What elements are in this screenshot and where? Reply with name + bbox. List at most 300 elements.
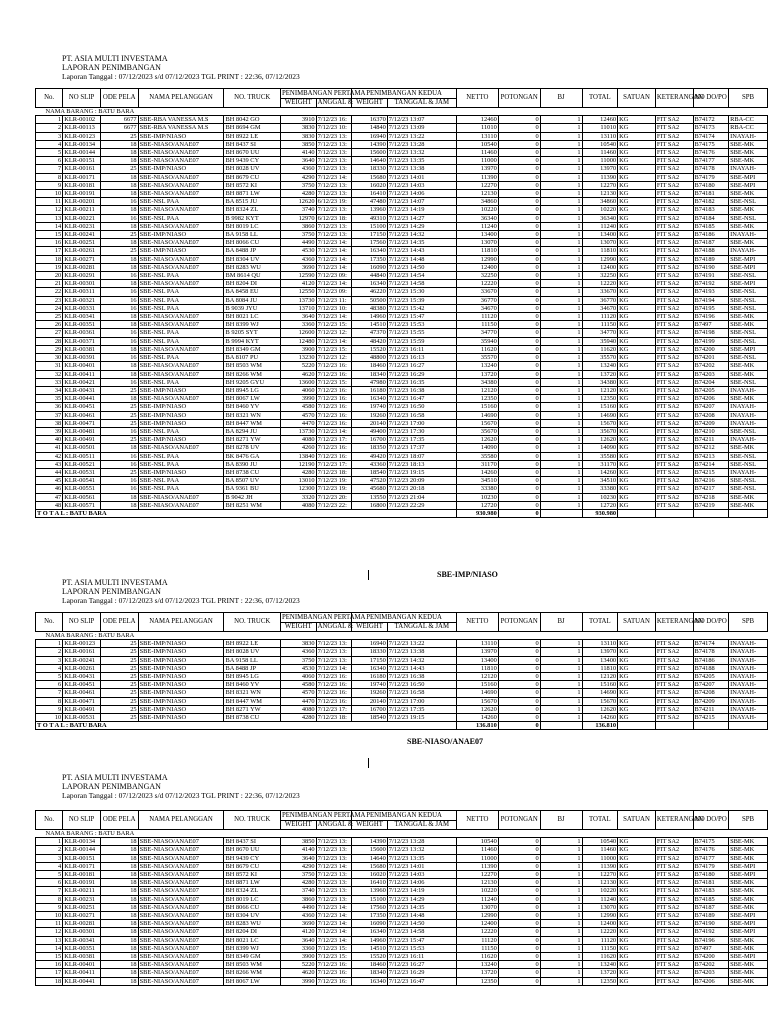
- no-do-po: B74178: [693, 165, 729, 173]
- table-row: [36, 370, 768, 378]
- spb: SBE-MK: [729, 321, 768, 329]
- customer-name: SBE-NSL PAA: [138, 198, 224, 206]
- weight-1: 4530: [281, 664, 317, 672]
- table-header: [36, 613, 768, 632]
- spb: SBE-MPI: [729, 345, 768, 353]
- weight-2: 46220: [352, 288, 388, 296]
- row-no: 35: [36, 395, 63, 403]
- weight-1: 5220: [281, 362, 317, 370]
- row-no: 44: [36, 468, 63, 476]
- satuan: KG: [618, 681, 656, 689]
- weight-1: 3750: [281, 656, 317, 664]
- slip-no: KLR-00261: [63, 664, 101, 672]
- date-1: 7/12/23 15:: [316, 345, 352, 353]
- slip-no: KLR-00181: [63, 871, 101, 879]
- table-row: [36, 354, 768, 362]
- weight-2: 18540: [352, 468, 388, 476]
- col-header-truck: NO. TRUCK: [224, 89, 281, 108]
- date-2: 7/12/23 14:01: [387, 862, 456, 870]
- satuan: KG: [618, 452, 656, 460]
- potongan: 0: [498, 912, 540, 920]
- col-header-date-2: TANGGAL & JAM: [387, 622, 456, 632]
- weight-1: 3750: [281, 871, 317, 879]
- keterangan: FIT SA2: [655, 460, 693, 468]
- slip-no: KLR-00123: [63, 132, 101, 140]
- date-2: 7/12/23 17:37: [387, 444, 456, 452]
- date-2: 7/12/23 15:30: [387, 288, 456, 296]
- table-row: [36, 337, 768, 345]
- slip-no: KLR-00441: [63, 977, 101, 985]
- satuan: KG: [618, 887, 656, 895]
- table-row: [36, 912, 768, 920]
- bj: 1: [540, 452, 582, 460]
- col-header-no: No.: [36, 89, 63, 108]
- potongan: 0: [498, 345, 540, 353]
- date-1: 7/12/23 14:: [316, 427, 352, 435]
- potongan: 0: [498, 838, 540, 846]
- total: 13400: [582, 231, 618, 239]
- keterangan: FIT SA2: [655, 419, 693, 427]
- customer-code: 16: [100, 427, 138, 435]
- truck-no: BA 8458 EU: [224, 288, 281, 296]
- company-name: PT. ASIA MULTI INVESTAMA: [62, 578, 168, 587]
- total: 11010: [582, 124, 618, 132]
- bj: 1: [540, 846, 582, 854]
- customer-code: 25: [100, 411, 138, 419]
- col-header-satuan: SATUAN: [618, 89, 656, 108]
- date-1: 7/12/23 18:: [316, 468, 352, 476]
- total: 15160: [582, 681, 618, 689]
- weight-2: 45680: [352, 485, 388, 493]
- total: 15670: [582, 697, 618, 705]
- weight-2: 14390: [352, 140, 388, 148]
- potongan: 0: [498, 920, 540, 928]
- date-1: 7/12/23 10:: [316, 304, 352, 312]
- weight-2: 15600: [352, 846, 388, 854]
- date-1: 7/12/23 16:: [316, 370, 352, 378]
- spb: INAYAH-: [729, 403, 768, 411]
- netto: 12120: [456, 386, 498, 394]
- satuan: KG: [618, 436, 656, 444]
- keterangan: FIT SA2: [655, 124, 693, 132]
- netto: 34770: [456, 329, 498, 337]
- customer-name: SBE-IMP/NIASO: [138, 673, 224, 681]
- bj: 1: [540, 296, 582, 304]
- satuan: KG: [618, 656, 656, 664]
- customer-name: SBE-IMP/NIASO: [138, 411, 224, 419]
- netto: 13720: [456, 370, 498, 378]
- truck-no: BH 8066 CU: [224, 903, 281, 911]
- bj: 1: [540, 419, 582, 427]
- col-header-first-weighing: PENIMBANGAN PERTAMA: [282, 613, 366, 621]
- slip-no: KLR-00261: [63, 247, 101, 255]
- potongan: 0: [498, 337, 540, 345]
- bj: 1: [540, 838, 582, 846]
- spb: SBE-MPI: [729, 255, 768, 263]
- truck-no: B 9205 SYT: [224, 329, 281, 337]
- date-1: 7/12/23 16:: [316, 419, 352, 427]
- satuan: KG: [618, 272, 656, 280]
- total: 14090: [582, 444, 618, 452]
- weight-1: 4120: [281, 280, 317, 288]
- date-2: 7/12/23 19:15: [387, 468, 456, 476]
- satuan: KG: [618, 895, 656, 903]
- weight-2: 14510: [352, 944, 388, 952]
- weight-1: 4280: [281, 190, 317, 198]
- weight-2: 50500: [352, 296, 388, 304]
- netto: 10220: [456, 206, 498, 214]
- customer-name: SBE-NIASO/ANAE07: [138, 895, 224, 903]
- satuan: KG: [618, 714, 656, 722]
- spb: SBE-MPI: [729, 928, 768, 936]
- truck-no: BH 8871 LW: [224, 879, 281, 887]
- weight-1: 12590: [281, 272, 317, 280]
- no-do-po: B74205: [693, 386, 729, 394]
- customer-code: 18: [100, 920, 138, 928]
- slip-no: KLR-00391: [63, 354, 101, 362]
- date-1: 7/12/23 15:: [316, 321, 352, 329]
- table-row: [36, 362, 768, 370]
- satuan: KG: [618, 920, 656, 928]
- date-1: 7/12/23 15:: [316, 953, 352, 961]
- netto: 12350: [456, 395, 498, 403]
- no-do-po: B74203: [693, 370, 729, 378]
- netto: 10230: [456, 493, 498, 501]
- customer-name: SBE-NIASO/ANAE07: [138, 362, 224, 370]
- keterangan: FIT SA2: [655, 157, 693, 165]
- bj: 1: [540, 436, 582, 444]
- row-no: 6: [36, 157, 63, 165]
- no-do-po: B74179: [693, 173, 729, 181]
- date-1: 7/12/23 13:: [316, 157, 352, 165]
- netto: 32250: [456, 272, 498, 280]
- truck-no: B 9039 JYU: [224, 304, 281, 312]
- spb: INAYAH-: [729, 231, 768, 239]
- keterangan: FIT SA2: [655, 977, 693, 985]
- bj: 1: [540, 181, 582, 189]
- truck-no: BH 8437 SI: [224, 838, 281, 846]
- col-header-weight-2: WEIGHT: [352, 98, 388, 108]
- customer-code: 18: [100, 977, 138, 985]
- potongan: 0: [498, 214, 540, 222]
- spb: INAYAH-: [729, 165, 768, 173]
- satuan: KG: [618, 140, 656, 148]
- customer-name: SBE-IMP/NIASO: [138, 231, 224, 239]
- potongan: 0: [498, 871, 540, 879]
- bj: 1: [540, 961, 582, 969]
- row-no: 42: [36, 452, 63, 460]
- weight-1: 3750: [281, 181, 317, 189]
- weight-2: 18460: [352, 362, 388, 370]
- truck-no: BH 8871 LW: [224, 190, 281, 198]
- section-title: SBE-IMP/NIASO: [437, 570, 498, 579]
- total: 12120: [582, 386, 618, 394]
- weight-1: 13010: [281, 477, 317, 485]
- total: 15670: [582, 419, 618, 427]
- col-header-date-2: TANGGAL & JAM: [387, 820, 456, 830]
- weight-1: 4080: [281, 436, 317, 444]
- satuan: KG: [618, 124, 656, 132]
- date-2: 7/12/23 14:43: [387, 664, 456, 672]
- netto: 13400: [456, 231, 498, 239]
- potongan: 0: [498, 140, 540, 148]
- bj: 1: [540, 969, 582, 977]
- col-header-spb: SPB: [729, 89, 768, 108]
- slip-no: KLR-00461: [63, 689, 101, 697]
- total-blank: [693, 509, 729, 517]
- col-header-weight-2: WEIGHT: [352, 622, 388, 632]
- date-1: 7/12/23 14:: [316, 280, 352, 288]
- customer-code: 18: [100, 263, 138, 271]
- table-row: [36, 953, 768, 961]
- date-2: 7/12/23 22:29: [387, 501, 456, 509]
- no-do-po: B74215: [693, 468, 729, 476]
- netto: 14090: [456, 444, 498, 452]
- table-row: [36, 944, 768, 952]
- row-no: 45: [36, 477, 63, 485]
- netto: 10540: [456, 140, 498, 148]
- slip-no: KLR-00341: [63, 936, 101, 944]
- no-do-po: B74186: [693, 656, 729, 664]
- bj: 1: [540, 206, 582, 214]
- no-do-po: B74180: [693, 181, 729, 189]
- spb: SBE-MK: [729, 370, 768, 378]
- potongan: 0: [498, 846, 540, 854]
- total: 14690: [582, 411, 618, 419]
- total: 11000: [582, 854, 618, 862]
- customer-name: SBE-NSL PAA: [138, 477, 224, 485]
- date-2: 7/12/23 16:58: [387, 689, 456, 697]
- netto: 14260: [456, 714, 498, 722]
- keterangan: FIT SA2: [655, 173, 693, 181]
- keterangan: FIT SA2: [655, 165, 693, 173]
- table-row: [36, 460, 768, 468]
- potongan: 0: [498, 697, 540, 705]
- weight-1: 4290: [281, 173, 317, 181]
- potongan: 0: [498, 354, 540, 362]
- truck-no: BH 8021 LC: [224, 313, 281, 321]
- no-do-po: B74185: [693, 895, 729, 903]
- customer-name: SBE-IMP/NIASO: [138, 705, 224, 713]
- satuan: KG: [618, 386, 656, 394]
- satuan: KG: [618, 460, 656, 468]
- keterangan: FIT SA2: [655, 395, 693, 403]
- report-title: LAPORAN PENIMBANGAN: [62, 63, 161, 72]
- slip-no: KLR-00241: [63, 656, 101, 664]
- weight-2: 47520: [352, 477, 388, 485]
- satuan: KG: [618, 936, 656, 944]
- netto: 12460: [456, 116, 498, 124]
- keterangan: FIT SA2: [655, 403, 693, 411]
- spb: INAYAH-: [729, 705, 768, 713]
- satuan: KG: [618, 419, 656, 427]
- row-no: 3: [36, 132, 63, 140]
- date-2: 7/12/23 14:32: [387, 231, 456, 239]
- total: 12220: [582, 280, 618, 288]
- report-table: [35, 612, 768, 730]
- weight-1: 12550: [281, 288, 317, 296]
- potongan: 0: [498, 436, 540, 444]
- row-no: 24: [36, 304, 63, 312]
- spb: SBE-NSL: [729, 477, 768, 485]
- total-blank: [693, 722, 729, 730]
- table-row: [36, 313, 768, 321]
- weight-2: 13960: [352, 887, 388, 895]
- date-2: 7/12/23 16:29: [387, 969, 456, 977]
- keterangan: FIT SA2: [655, 206, 693, 214]
- spb: SBE-NSL: [729, 485, 768, 493]
- table-row: [36, 436, 768, 444]
- total-label: T O T A L : BATU BARA: [36, 722, 457, 730]
- no-do-po: B74186: [693, 231, 729, 239]
- slip-no: KLR-00401: [63, 362, 101, 370]
- table-row: [36, 846, 768, 854]
- customer-code: 18: [100, 345, 138, 353]
- truck-no: BH 8503 WM: [224, 961, 281, 969]
- slip-no: KLR-00191: [63, 190, 101, 198]
- row-no: 6: [36, 681, 63, 689]
- bj: 1: [540, 403, 582, 411]
- date-1: 7/12/23 16:: [316, 403, 352, 411]
- total: 11620: [582, 345, 618, 353]
- truck-no: BH 8019 LC: [224, 222, 281, 230]
- truck-no: BH 8271 YW: [224, 436, 281, 444]
- keterangan: FIT SA2: [655, 838, 693, 846]
- no-do-po: B74201: [693, 354, 729, 362]
- table-row: [36, 124, 768, 132]
- customer-code: 18: [100, 887, 138, 895]
- weight-2: 13550: [352, 493, 388, 501]
- customer-code: 25: [100, 403, 138, 411]
- total: 34860: [582, 198, 618, 206]
- slip-no: KLR-00431: [63, 386, 101, 394]
- date-2: 7/12/23 13:22: [387, 132, 456, 140]
- table-row: [36, 321, 768, 329]
- truck-no: BH 8321 WN: [224, 411, 281, 419]
- total-netto: 136.810: [456, 722, 498, 730]
- customer-code: 18: [100, 149, 138, 157]
- satuan: KG: [618, 304, 656, 312]
- netto: 13970: [456, 165, 498, 173]
- customer-name: SBE-IMP/NIASO: [138, 697, 224, 705]
- table-row: [36, 648, 768, 656]
- keterangan: FIT SA2: [655, 222, 693, 230]
- satuan: KG: [618, 664, 656, 672]
- truck-no: BH 8738 CU: [224, 714, 281, 722]
- col-header-total: TOTAL: [582, 613, 618, 632]
- spb: SBE-MK: [729, 838, 768, 846]
- no-do-po: B74183: [693, 887, 729, 895]
- potongan: 0: [498, 485, 540, 493]
- table-row: [36, 304, 768, 312]
- date-1: 7/12/23 12:: [316, 329, 352, 337]
- potongan: 0: [498, 460, 540, 468]
- bj: 1: [540, 664, 582, 672]
- slip-no: KLR-00531: [63, 714, 101, 722]
- date-2: 7/12/23 15:55: [387, 329, 456, 337]
- potongan: 0: [498, 895, 540, 903]
- total: 12130: [582, 190, 618, 198]
- weight-1: 4360: [281, 912, 317, 920]
- col-header-netto: NETTO: [456, 89, 498, 108]
- potongan: 0: [498, 648, 540, 656]
- date-2: 7/12/23 13:32: [387, 149, 456, 157]
- weight-2: 15520: [352, 953, 388, 961]
- col-header-bj: BJ: [540, 89, 582, 108]
- total-bj: [540, 509, 582, 517]
- no-do-po: B74191: [693, 272, 729, 280]
- keterangan: FIT SA2: [655, 255, 693, 263]
- weight-2: 49400: [352, 427, 388, 435]
- satuan: KG: [618, 370, 656, 378]
- weight-1: 4620: [281, 370, 317, 378]
- row-no: 9: [36, 181, 63, 189]
- weight-1: 3860: [281, 222, 317, 230]
- row-no: 1: [36, 116, 63, 124]
- total: 11240: [582, 895, 618, 903]
- keterangan: FIT SA2: [655, 681, 693, 689]
- weight-1: 4290: [281, 862, 317, 870]
- satuan: KG: [618, 337, 656, 345]
- group-label: NAMA BARANG : BATU BARA: [36, 108, 768, 116]
- spb: SBE-MPI: [729, 263, 768, 271]
- date-1: 7/12/23 13:: [316, 640, 352, 648]
- no-do-po: B74203: [693, 969, 729, 977]
- customer-name: SBE-NIASO/ANAE07: [138, 846, 224, 854]
- group-row: [36, 108, 768, 116]
- date-1: 7/12/23 14:: [316, 928, 352, 936]
- bj: 1: [540, 411, 582, 419]
- truck-no: BH 8266 WM: [224, 969, 281, 977]
- table-row: [36, 214, 768, 222]
- date-2: 7/12/23 14:58: [387, 928, 456, 936]
- netto: 12620: [456, 436, 498, 444]
- date-1: 7/12/23 22:: [316, 501, 352, 509]
- spb: INAYAH-: [729, 419, 768, 427]
- truck-no: BH 8437 SI: [224, 140, 281, 148]
- satuan: KG: [618, 640, 656, 648]
- total: 10220: [582, 887, 618, 895]
- weight-1: 3640: [281, 157, 317, 165]
- date-1: 7/12/23 16:: [316, 411, 352, 419]
- keterangan: FIT SA2: [655, 140, 693, 148]
- customer-code: 18: [100, 912, 138, 920]
- total: 34510: [582, 477, 618, 485]
- keterangan: FIT SA2: [655, 468, 693, 476]
- table-row: [36, 132, 768, 140]
- total: 32250: [582, 272, 618, 280]
- customer-code: 18: [100, 370, 138, 378]
- col-header-truck: NO. TRUCK: [224, 811, 281, 830]
- keterangan: FIT SA2: [655, 493, 693, 501]
- section-divider: [368, 570, 369, 580]
- customer-name: SBE-NIASO/ANAE07: [138, 944, 224, 952]
- potongan: 0: [498, 928, 540, 936]
- customer-name: SBE-NIASO/ANAE07: [138, 173, 224, 181]
- netto: 14690: [456, 411, 498, 419]
- truck-no: BH 8042 GO: [224, 116, 281, 124]
- slip-no: KLR-00561: [63, 493, 101, 501]
- customer-name: SBE-IMP/NIASO: [138, 165, 224, 173]
- netto: 36770: [456, 296, 498, 304]
- date-2: 7/12/23 16:29: [387, 370, 456, 378]
- date-2: 7/12/23 16:38: [387, 386, 456, 394]
- row-no: 8: [36, 895, 63, 903]
- satuan: KG: [618, 362, 656, 370]
- bj: 1: [540, 395, 582, 403]
- bj: 1: [540, 304, 582, 312]
- table-row: [36, 681, 768, 689]
